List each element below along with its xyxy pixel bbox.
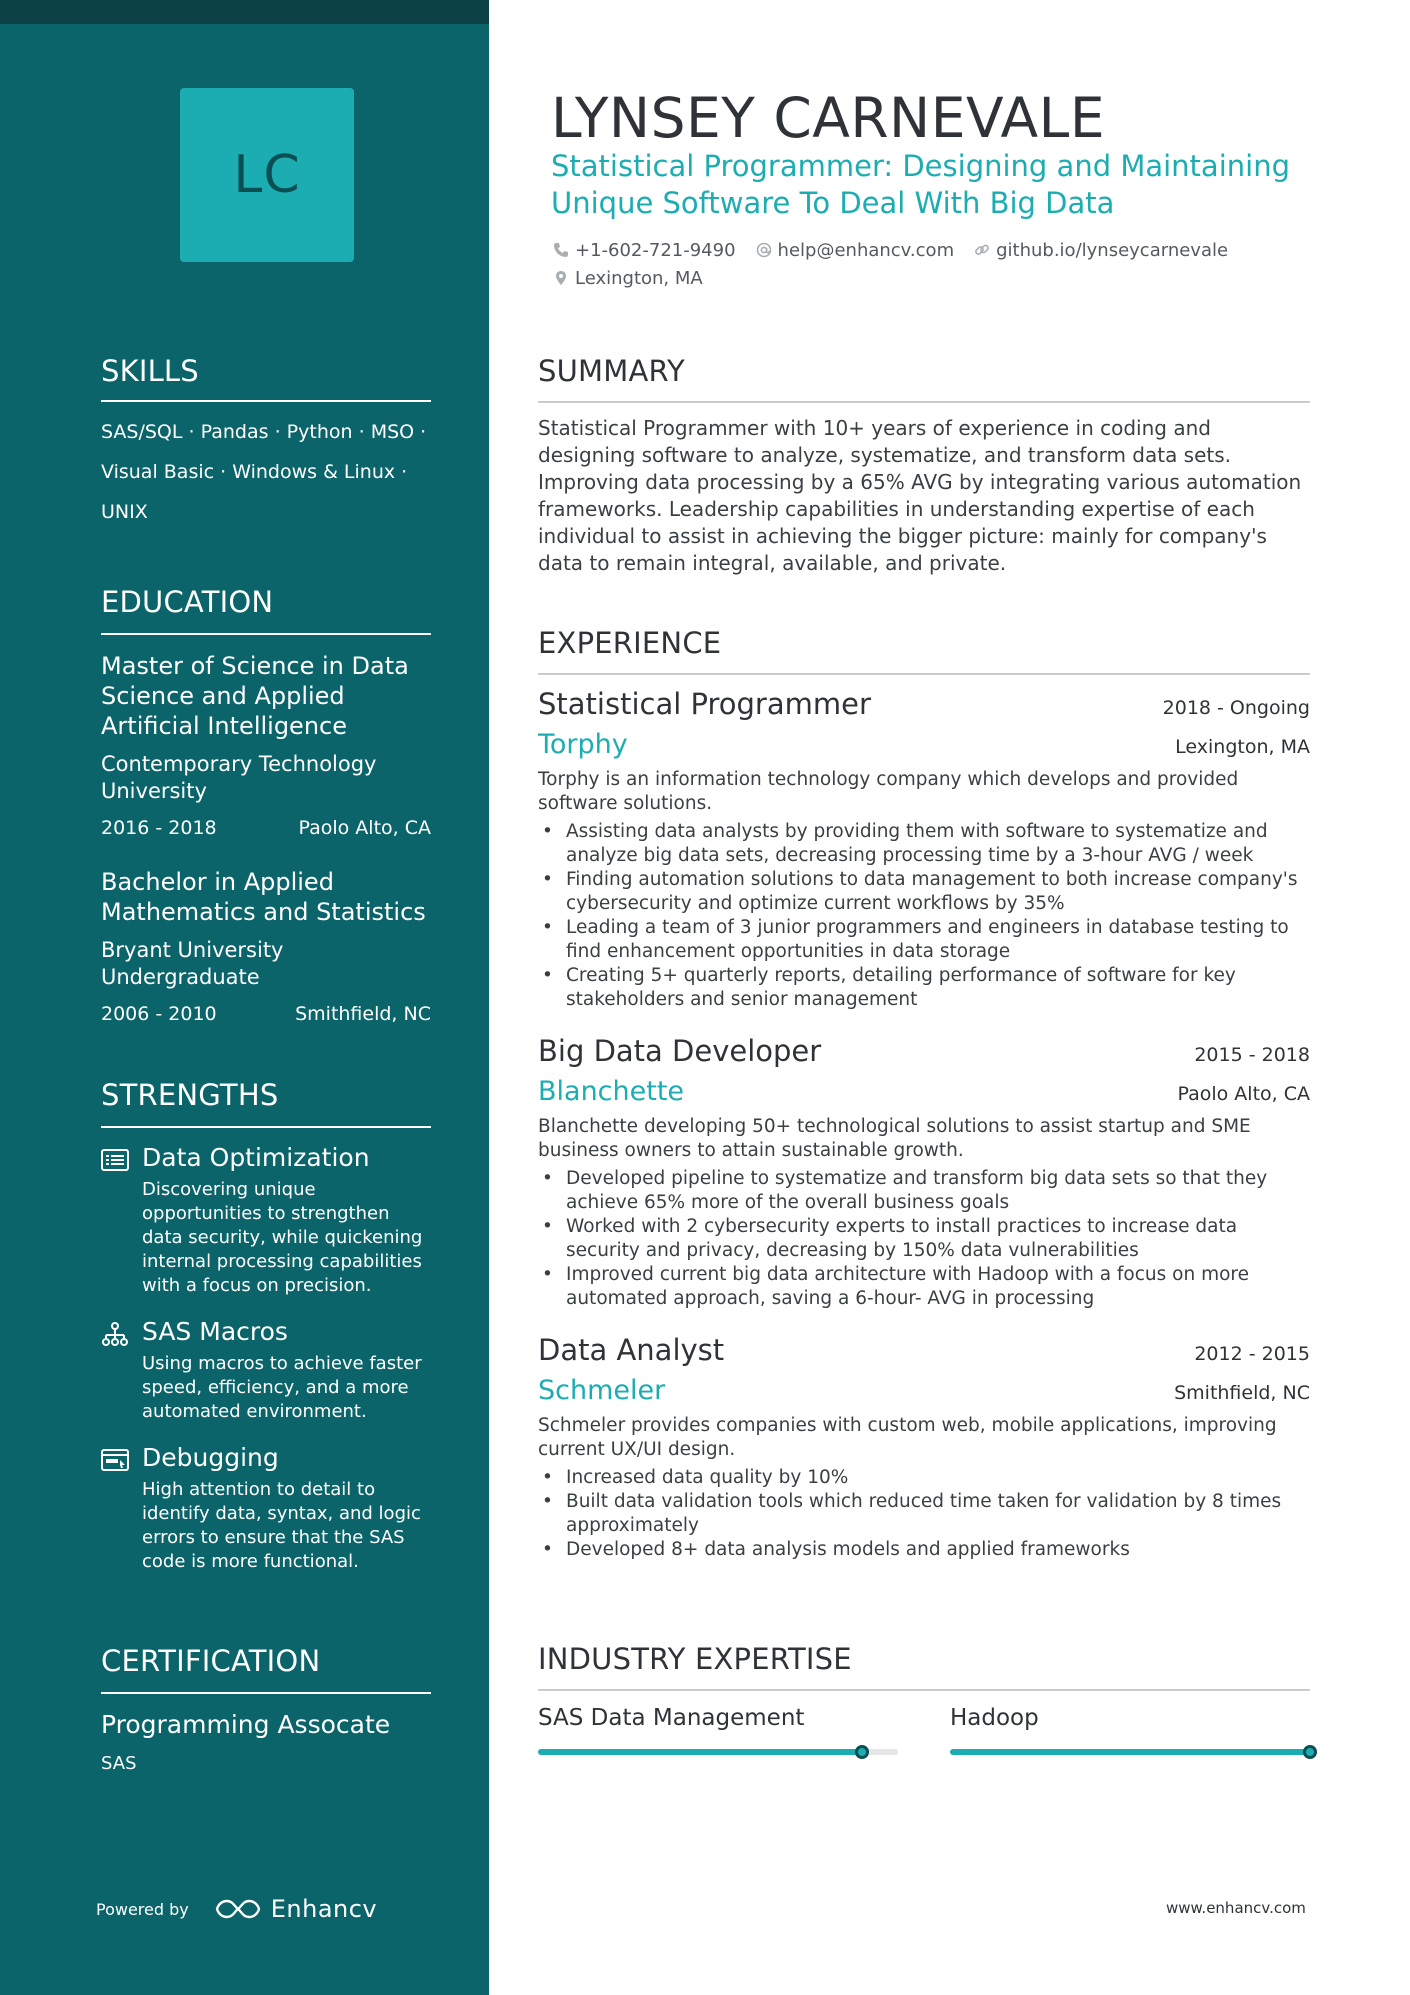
education-dates: 2016 - 2018 [101,817,217,839]
contact-email[interactable] [756,240,955,261]
job-entry [538,1333,1310,1562]
job-dates: 2018 - Ongoing [1162,697,1310,719]
expertise-label: SAS Data Management [538,1705,805,1731]
avatar: LC [180,88,354,262]
expertise-bar-track [538,1749,898,1755]
strengths-section [101,1078,431,1574]
skill-item: Pandas [200,421,269,443]
job-description: Torphy is an information technology company which develops and provided software solutions. [538,769,1239,814]
strength-title: Data Optimization [142,1143,370,1172]
education-item [101,651,431,839]
enhancv-logo[interactable] [215,1895,377,1923]
skill-item: SAS/SQL [101,421,183,443]
job-title: Big Data Developer [538,1034,822,1068]
strengths-heading: STRENGTHS [101,1078,431,1128]
job-company: Blanchette [538,1076,685,1107]
education-location: Smithfield, NC [295,1003,431,1025]
job-bullets [538,1466,1310,1562]
job-description: Schmeler provides companies with custom web, mobile applications, improving current UX/UI design. [538,1415,1277,1460]
job-dates: 2012 - 2015 [1194,1343,1310,1365]
expertise-bar-handle [1303,1745,1317,1759]
skill-item: Python [286,421,353,443]
contact-website[interactable] [974,240,1228,261]
education-dates: 2006 - 2010 [101,1003,217,1025]
job-bullet: • Improved current big data architecture with Hadoop with a focus on more automated approach, saving a 6-hour- AVG in processing [538,1263,1310,1311]
strength-desc: High attention to detail to identify data, syntax, and logic errors to ensure that the SAS code is more functional. [142,1479,421,1572]
education-degree: Bachelor in Applied Mathematics and Statistics [101,868,426,926]
list-icon [101,1148,129,1172]
job-bullet: • Creating 5+ quarterly reports, detailing performance of software for key stakeholders and senior management [538,964,1310,1012]
job-description: Blanchette developing 50+ technological solutions to assist startup and SME business owners to attain sustainable growth. [538,1116,1251,1161]
expertise-item [538,1705,898,1755]
job-bullet: • Developed 8+ data analysis models and applied frameworks [538,1538,1310,1562]
job-company: Schmeler [538,1375,666,1406]
job-bullet: • Leading a team of 3 junior programmers and engineers in database testing to find enhancement opportunities in data storage [538,916,1310,964]
certification-title: Programming Assocate [101,1710,391,1739]
skill-item: Windows & Linux [232,461,396,483]
education-meta [101,1003,431,1025]
sidebar [0,0,489,1995]
strength-item [101,1442,431,1574]
email-text: help@enhancv.com [777,239,955,261]
job-company: Torphy [538,729,628,760]
job-bullet: • Built data validation tools which reduced time taken for validation by 8 times approximately [538,1490,1310,1538]
education-heading: EDUCATION [101,585,431,635]
powered-by [96,1895,377,1923]
education-school: Contemporary Technology University [101,752,377,803]
certification-org: SAS [101,1753,137,1774]
footer-website[interactable]: www.enhancv.com [1166,1899,1306,1917]
job-dates: 2015 - 2018 [1194,1044,1310,1066]
contact-info [553,236,1313,292]
strength-title: SAS Macros [142,1317,288,1346]
location-text: Lexington, MA [575,267,703,289]
skill-separator: · [358,421,365,443]
job-location: Smithfield, NC [1174,1382,1310,1404]
job-bullet: • Assisting data analysts by providing them with software to systematize and analyze big data sets, decreasing processing time by a 3-hour AVG / week [538,820,1310,868]
hierarchy-icon [101,1322,129,1346]
certification-section [101,1644,431,1774]
job-bullet: • Worked with 2 cybersecurity experts to install practices to increase data security and privacy, decreasing by 150% data vulnerabilities [538,1215,1310,1263]
expertise-bar-fill [538,1749,862,1755]
education-location: Paolo Alto, CA [298,817,431,839]
skill-separator: · [188,421,195,443]
summary-heading: SUMMARY [538,354,1310,403]
expertise-bar-track [950,1749,1310,1755]
location-pin-icon [553,270,569,286]
skills-heading: SKILLS [101,354,199,388]
summary-text: Statistical Programmer with 10+ years of experience in coding and designing software to analyze, systematize, and transform data sets. Improving data processing by a 65% AVG by integrating various automation frameworks. Leadership capabilities in understanding expertise of each individual to assist in achieving the bigger picture: mainly for company's data to remain integral, available, and private. [538,416,1302,575]
job-title: Data Analyst [538,1333,725,1367]
expertise-heading: INDUSTRY EXPERTISE [538,1642,1310,1691]
certification-heading: CERTIFICATION [101,1644,431,1694]
job-location: Lexington, MA [1175,736,1310,758]
enhancv-logo-icon [215,1898,261,1920]
education-school: Bryant University Undergraduate [101,938,284,989]
education-item [101,867,431,1025]
skill-separator: · [420,421,427,443]
education-section [101,585,431,1025]
experience-heading: EXPERIENCE [538,626,1310,675]
summary-section [538,354,1310,577]
job-title: Statistical Programmer [538,687,871,721]
at-icon [756,242,772,258]
website-text: github.io/lynseycarnevale [996,239,1229,261]
expertise-section [538,1642,1310,1755]
experience-section [538,626,1310,1562]
strength-title: Debugging [142,1443,279,1472]
skill-separator: · [220,461,227,483]
education-meta [101,817,431,839]
skill-item: UNIX [101,501,148,523]
job-bullet: • Increased data quality by 10% [538,1466,1310,1490]
contact-location [553,268,703,289]
job-entry [538,1034,1310,1311]
expertise-bar-fill [950,1749,1310,1755]
strength-desc: Discovering unique opportunities to strengthen data security, while quickening internal processing capabilities with a focus on precision. [142,1179,423,1296]
education-degree: Master of Science in Data Science and Applied Artificial Intelligence [101,652,409,740]
expertise-list [538,1705,1310,1755]
contact-phone[interactable] [553,240,736,261]
job-bullets [538,820,1310,1012]
job-location: Paolo Alto, CA [1177,1083,1310,1105]
skill-item: MSO [370,421,415,443]
job-bullet: • Developed pipeline to systematize and transform big data sets so that they achieve 65% more of the overall business goals [538,1167,1310,1215]
phone-icon [553,242,569,258]
enhancv-logo-text: Enhancv [270,1895,378,1923]
expertise-bar-handle [855,1745,869,1759]
job-bullet: • Finding automation solutions to data management to both increase company's cybersecurity and optimize current workflows by 35% [538,868,1310,916]
skills-divider [101,400,431,402]
expertise-item [950,1705,1310,1755]
job-entry [538,687,1310,1012]
candidate-name: LYNSEY CARNEVALE [551,86,1106,150]
link-icon [974,242,990,258]
skill-separator: · [274,421,281,443]
skills-list [101,412,431,532]
skill-item: Visual Basic [101,461,215,483]
strength-desc: Using macros to achieve faster speed, efficiency, and a more automated environment. [142,1353,422,1422]
sidebar-top-band [0,0,489,24]
expertise-label: Hadoop [950,1705,1039,1731]
strength-item [101,1142,431,1298]
powered-by-label: Powered by [96,1899,189,1919]
job-bullets [538,1167,1310,1311]
strength-item [101,1316,431,1424]
skills-section [101,354,431,532]
skill-separator: · [401,461,408,483]
phone-text: +1-602-721-9490 [575,239,736,261]
candidate-tagline: Statistical Programmer: Designing and Maintaining Unique Software To Deal With Big Data [551,149,1290,220]
web-window-icon [101,1448,129,1472]
